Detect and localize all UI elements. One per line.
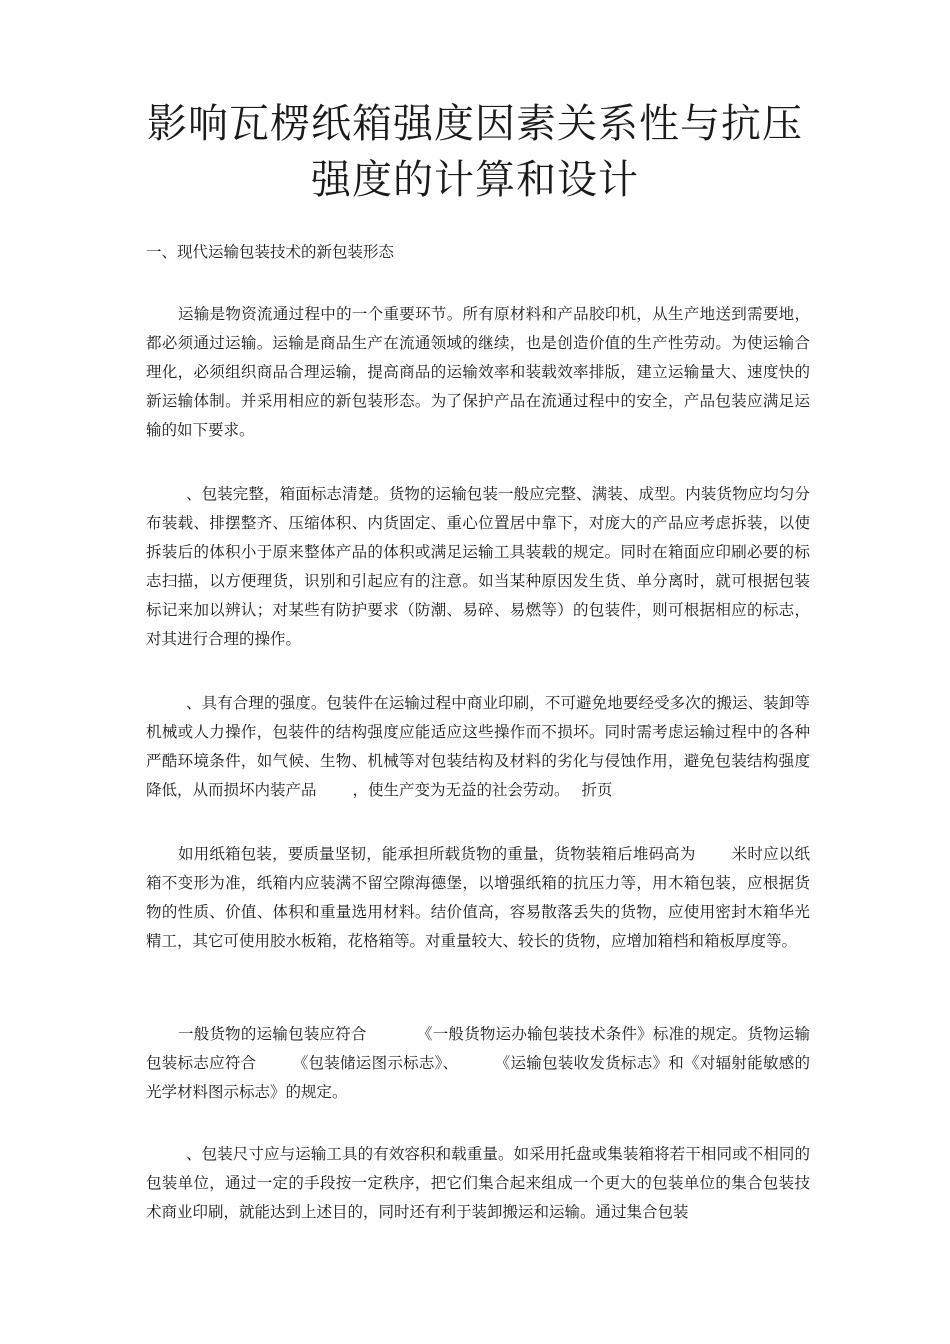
paragraph-text: 、包装完整，箱面标志清楚。货物的运输包装一般应完整、满装、成型。内装货物应均匀分布装载、排摆整齐、压缩体积、内货固定、重心位置居中靠下，对庞大的产品应考虑拆装，以使拆装后的体积小于原来整体产品的体积或满足运输工具装载的规定。同时在箱面应印刷必要的标志扫描，以方便理货，识别和引起应有的注意。如当某种原因发生货、单分离时，就可根据包装标记来加以辨认；对某些有防护要求（防潮、易碎、易燃等）的包装件，则可根据相应的标志，对其进行合理的操作。 bbox=[146, 485, 810, 648]
paragraph-text: 《一般货物运办输包装技术条件》标准的规定。货物运输包装标志应符合 bbox=[146, 1025, 810, 1072]
paragraph-text: 《包装储运图示标志》、 bbox=[292, 1054, 459, 1072]
paragraph-carton-packaging bbox=[146, 840, 810, 956]
document-title: 影响瓦楞纸箱强度因素关系性与抗压强度的计算和设计 bbox=[147, 101, 803, 203]
paragraph-text: 米时应以纸箱不变形为准，纸箱内应装满不留空隙海德堡，以增强纸箱的抗压力等，用木箱包装，应根据货物的性质、价值、体积和重量选用材料。结价值高，容易散落丢失的货物，应使用密封木箱华光精工，其它可使用胶水板箱，花格箱等。对重量较大、较长的货物，应增加箱档和箱板厚度等。 bbox=[146, 845, 810, 950]
paragraph-transport-intro bbox=[146, 300, 810, 445]
paragraph-packaging-size bbox=[146, 1140, 810, 1227]
paragraph-text: 、具有合理的强度。包装件在运输过程中商业印刷，不可避免地要经受多次的搬运、装卸等机械或人力操作，包装件的结构强度应能适应这些操作而不损坏。同时需考虑运输过程中的各种严酷环境条件，如气候、生物、机械等对包装结构及材料的劣化与侵蚀作用，避免包装结构强度降低，从而损坏内装产品 bbox=[146, 694, 810, 799]
paragraph-text: 折页 bbox=[581, 781, 613, 799]
section-heading: 一、现代运输包装技术的新包装形态 bbox=[146, 243, 395, 261]
paragraph-packaging-complete bbox=[146, 480, 810, 654]
paragraph-text: 一般货物的运输包装应符合 bbox=[178, 1025, 367, 1043]
paragraph-text: 《对辐射能敏感的光学材料图示标志》的规定。 bbox=[146, 1054, 810, 1101]
paragraph-text: ，使生产变为无益的社会劳动。 bbox=[352, 781, 570, 799]
paragraph-text: 运输是物资流通过程中的一个重要环节。所有原材料和产品胶印机，从生产地送到需要地，都必须通过运输。运输是商品生产在流通领域的继续，也是创造价值的生产性劳动。为使运输合理化，必须组织商品合理运输，提高商品的运输效率和装载效率排版，建立运输量大、速度快的新运输体制。并采用相应的新包装形态。为了保护产品在流通过程中的安全，产品包装应满足运输的如下要求。 bbox=[146, 305, 810, 439]
paragraph-text: 、包装尺寸应与运输工具的有效容积和载重量。如采用托盘或集装箱将若干相同或不相同的包装单位，通过一定的手段按一定秩序，把它们集合起来组成一个更大的包装单位的集合包装技术商业印刷，就能达到上述目的，同时还有利于装卸搬运和运输。通过集合包装 bbox=[146, 1145, 810, 1221]
paragraph-text: 如用纸箱包装，要质量坚韧，能承担所载货物的重量，货物装箱后堆码高为 bbox=[178, 845, 696, 863]
paragraph-text: 《运输包装收发货标志》和 bbox=[494, 1054, 685, 1072]
paragraph-standards bbox=[146, 1020, 810, 1107]
paragraph-packaging-strength bbox=[146, 689, 810, 805]
